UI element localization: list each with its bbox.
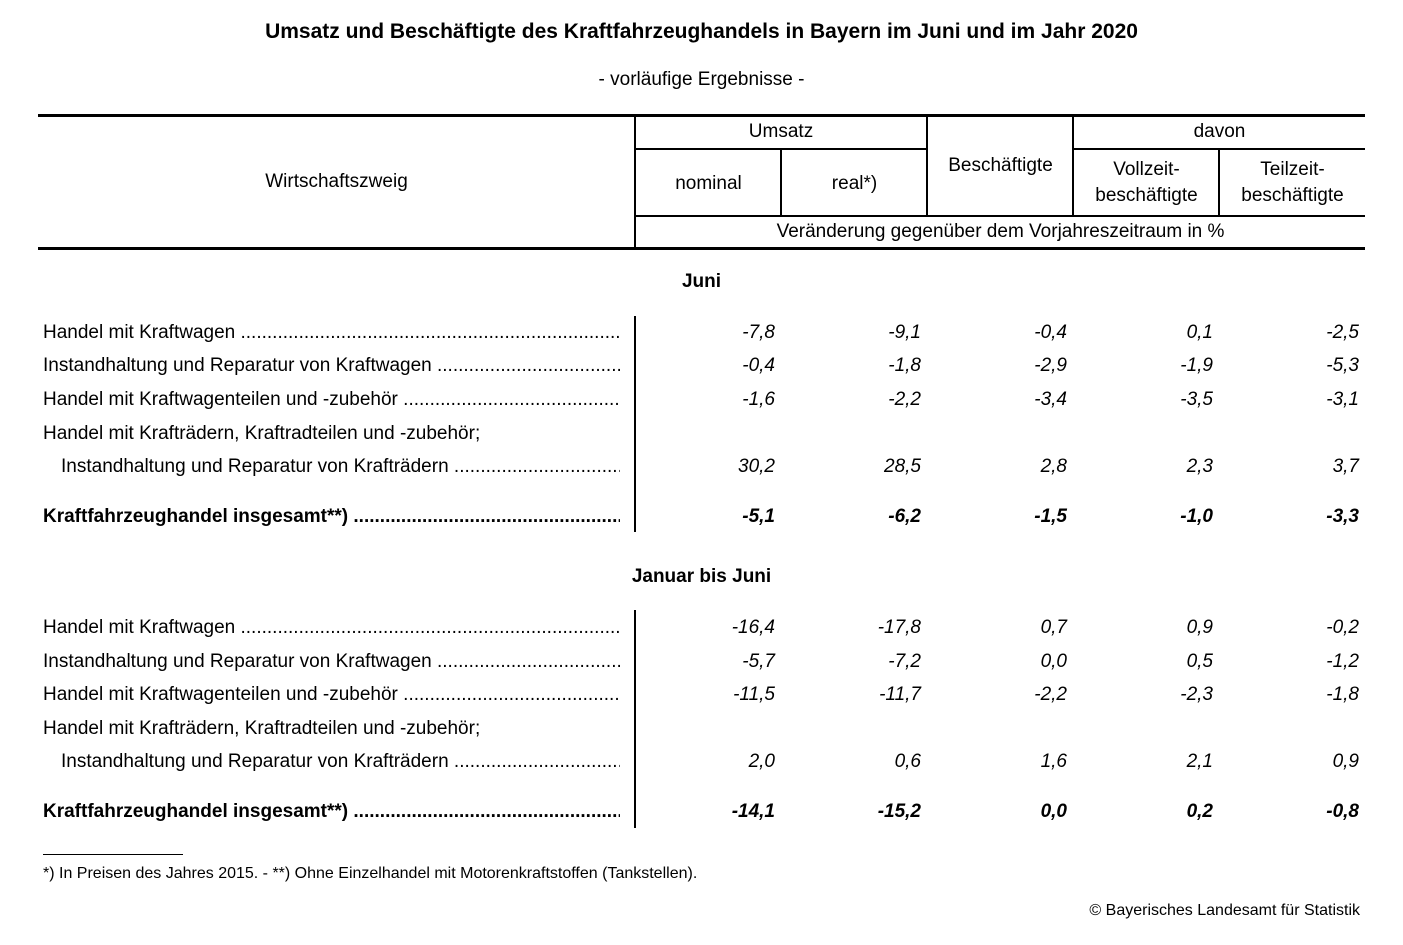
cell-teilzeit-total: -3,3 <box>1326 506 1359 527</box>
cell-vollzeit: 0,9 <box>1186 617 1213 638</box>
cell-real-total: -6,2 <box>888 506 921 527</box>
cell-teilzeit: -2,5 <box>1326 322 1359 343</box>
cell-vollzeit: -3,5 <box>1180 389 1213 410</box>
cell-teilzeit: -0,2 <box>1326 617 1359 638</box>
header-wirtschaftszweig: Wirtschaftszweig <box>265 171 408 192</box>
row-label-continued: Instandhaltung und Reparatur von Krafträdern ..... <box>61 751 620 773</box>
cell-nominal: 30,2 <box>738 456 775 477</box>
cell-beschaeftigte: 0,0 <box>1040 651 1067 672</box>
table-title: Umsatz und Beschäftigte des Kraftfahrzeughandels in Bayern im Juni und im Jahr 2020 <box>265 20 1138 43</box>
footnote-rule <box>43 854 183 855</box>
header-vollzeit-line2: beschäftigte <box>1095 185 1198 206</box>
cell-vollzeit: 0,1 <box>1186 322 1213 343</box>
cell-real: -11,7 <box>879 684 921 705</box>
cell-vollzeit: 0,5 <box>1186 651 1213 672</box>
row-label-total: Kraftfahrzeughandel insgesamt**) ..... <box>43 506 620 528</box>
header-umsatz: Umsatz <box>748 121 814 142</box>
cell-vollzeit: 2,3 <box>1186 456 1213 477</box>
cell-real-total: -15,2 <box>877 801 921 822</box>
row-label: Instandhaltung und Reparatur von Kraftwagen ..... <box>43 355 620 377</box>
cell-real: -7,2 <box>888 651 921 672</box>
subheader-rule <box>635 215 1365 217</box>
header-teilzeit-line1: Teilzeit- <box>1260 159 1325 180</box>
stub-divider-juni <box>634 316 636 532</box>
cell-beschaeftigte: -0,4 <box>1034 322 1067 343</box>
cell-nominal: -1,6 <box>742 389 775 410</box>
cell-teilzeit-total: -0,8 <box>1326 801 1359 822</box>
cell-teilzeit: -5,3 <box>1326 355 1359 376</box>
cell-vollzeit: 2,1 <box>1186 751 1213 772</box>
cell-nominal-total: -5,1 <box>742 506 775 527</box>
stub-divider-januar-bis-juni <box>634 610 636 828</box>
row-label: Handel mit Krafträdern, Kraftradteilen und -zubehör; <box>43 718 481 739</box>
cell-real: -2,2 <box>888 389 921 410</box>
cell-vollzeit: -1,9 <box>1180 355 1213 376</box>
row-label: Handel mit Kraftwagenteilen und -zubehör ..... <box>43 684 620 706</box>
section-title-januar-bis-juni: Januar bis Juni <box>631 566 772 587</box>
header-nominal: nominal <box>675 173 742 194</box>
cell-beschaeftigte: 0,7 <box>1040 617 1067 638</box>
cell-real: -9,1 <box>888 322 921 343</box>
copyright: © Bayerisches Landesamt für Statistik <box>1089 902 1360 919</box>
section-title-juni: Juni <box>681 271 722 292</box>
header-davon: davon <box>1193 121 1246 142</box>
cell-teilzeit: -3,1 <box>1326 389 1359 410</box>
cell-beschaeftigte: -2,2 <box>1034 684 1067 705</box>
header-bottom-rule <box>38 247 1365 250</box>
cell-nominal: -0,4 <box>742 355 775 376</box>
header-veraenderung: Veränderung gegenüber dem Vorjahreszeitraum in % <box>776 221 1225 242</box>
cell-nominal: 2,0 <box>748 751 775 772</box>
cell-beschaeftigte-total: -1,5 <box>1034 506 1067 527</box>
cell-real: -17,8 <box>877 617 921 638</box>
cell-teilzeit: -1,2 <box>1326 651 1359 672</box>
cell-nominal: -16,4 <box>731 617 775 638</box>
row-label: Instandhaltung und Reparatur von Kraftwagen ..... <box>43 651 620 673</box>
row-label: Handel mit Kraftwagenteilen und -zubehör ..... <box>43 389 620 411</box>
cell-teilzeit: 3,7 <box>1332 456 1359 477</box>
cell-beschaeftigte-total: 0,0 <box>1040 801 1067 822</box>
cell-nominal-total: -14,1 <box>731 801 775 822</box>
table-subtitle: - vorläufige Ergebnisse - <box>598 69 805 90</box>
cell-vollzeit: -2,3 <box>1180 684 1213 705</box>
header-real: real*) <box>831 173 878 194</box>
cell-beschaeftigte: -2,9 <box>1034 355 1067 376</box>
cell-real: 0,6 <box>894 751 921 772</box>
cell-vollzeit-total: 0,2 <box>1186 801 1213 822</box>
cell-nominal: -7,8 <box>742 322 775 343</box>
footnote: *) In Preisen des Jahres 2015. - **) Ohne Einzelhandel mit Motorenkraftstoffen (Tankstellen). <box>43 865 698 882</box>
row-label-continued: Instandhaltung und Reparatur von Krafträdern ..... <box>61 456 620 478</box>
header-teilzeit-line2: beschäftigte <box>1241 185 1344 206</box>
cell-beschaeftigte: 1,6 <box>1040 751 1067 772</box>
cell-vollzeit-total: -1,0 <box>1180 506 1213 527</box>
row-label: Handel mit Krafträdern, Kraftradteilen und -zubehör; <box>43 423 481 444</box>
row-label-total: Kraftfahrzeughandel insgesamt**) ..... <box>43 801 620 823</box>
cell-real: 28,5 <box>884 456 921 477</box>
header-beschaeftigte: Beschäftigte <box>948 155 1053 176</box>
cell-real: -1,8 <box>888 355 921 376</box>
cell-nominal: -11,5 <box>733 684 775 705</box>
cell-teilzeit: -1,8 <box>1326 684 1359 705</box>
cell-teilzeit: 0,9 <box>1332 751 1359 772</box>
cell-beschaeftigte: 2,8 <box>1040 456 1067 477</box>
header-vollzeit-line1: Vollzeit- <box>1113 159 1180 180</box>
top-rule <box>38 114 1365 117</box>
cell-beschaeftigte: -3,4 <box>1034 389 1067 410</box>
row-label: Handel mit Kraftwagen ..... <box>43 617 620 639</box>
row-label: Handel mit Kraftwagen ..... <box>43 322 620 344</box>
cell-nominal: -5,7 <box>742 651 775 672</box>
